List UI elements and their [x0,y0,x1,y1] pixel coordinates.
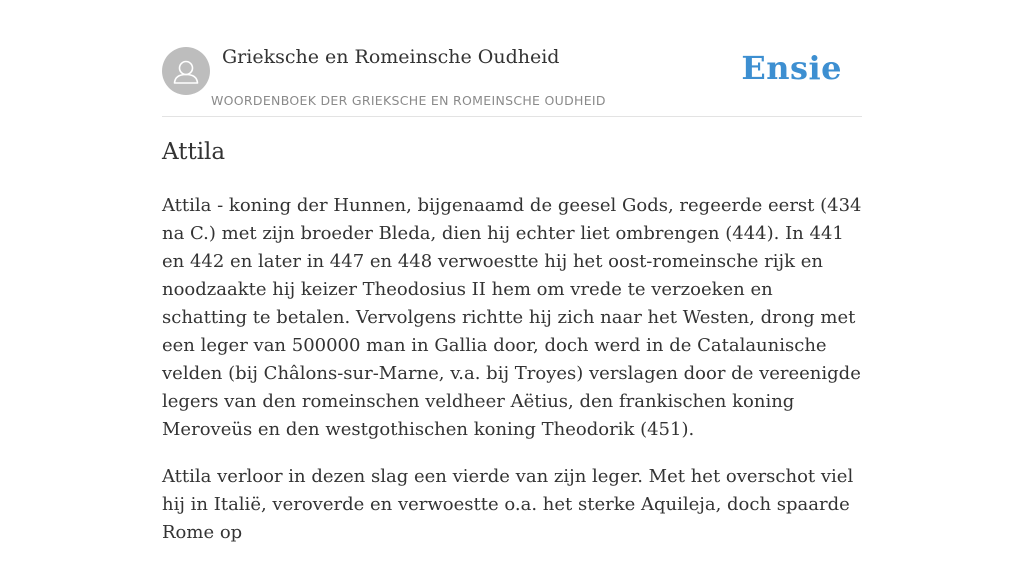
article-paragraph: Attila verloor in dezen slag een vierde van zijn leger. Met het overschot viel hij in Italië, veroverde en verwoestte o.a. het sterke Aquileja, doch spaarde Rome op [162,466,854,543]
header [162,46,862,117]
article-body [162,192,862,566]
article-paragraph: Attila - koning der Hunnen, bijgenaamd de geesel Gods, regeerde eerst (434 na C.) met zijn broeder Bleda, dien hij echter liet ombrengen (444). In 441 en 442 en later in 447 en 448 verwoestte hij het oost-romeinsche rijk en noodzaakte hij keizer Theodosius II hem om vrede te verzoeken en schatting te betalen. Vervolgens richtte hij zich naar het Westen, drong met een leger van 500000 man in Gallia door, doch werd in de Catalaunische velden (bij Châlons-sur-Marne, v.a. bij Troyes) verslagen door de vereenigde legers van den romeinschen veldheer Aëtius, den frankischen koning Meroveüs en den westgothischen koning Theodorik (451). [162,195,862,440]
source-subtitle: WOORDENBOEK DER GRIEKSCHE EN ROMEINSCHE OUDHEID [211,93,606,108]
ensie-logo-link[interactable]: Ensie [741,49,842,87]
user-icon [162,47,210,95]
source-avatar[interactable] [162,47,210,95]
page-title: Attila [162,139,226,165]
source-title-link[interactable]: Grieksche en Romeinsche Oudheid [222,46,560,68]
